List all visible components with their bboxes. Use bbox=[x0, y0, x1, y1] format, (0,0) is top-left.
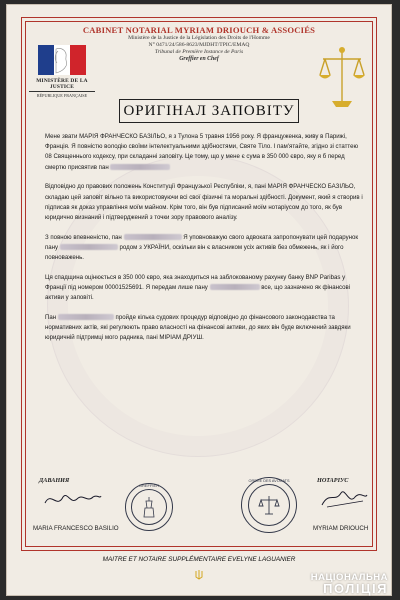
cabinet-name: CABINET NOTARIAL MYRIAM DRIOUCH & ASSOCIÉS bbox=[82, 25, 316, 35]
marianne-icon bbox=[38, 45, 86, 75]
paragraph-5-text-a: Пан bbox=[45, 313, 57, 321]
left-signature-label: ДАВАНИЯ bbox=[39, 477, 70, 484]
right-signature-icon bbox=[319, 485, 369, 511]
redacted-name bbox=[210, 284, 260, 290]
document-title bbox=[119, 99, 299, 123]
paragraph-3 bbox=[45, 233, 363, 264]
paragraph-4-text-a: Ця спадщина оцінюється в 350 000 євро, яка знаходиться на заблокованому рахунку банку BNP Paribas у Франції під номером 00001525691. Я передам лише пану bbox=[45, 273, 346, 291]
paragraph-1 bbox=[45, 132, 363, 173]
ministry-emblem bbox=[29, 45, 95, 98]
ministry-line: Ministère de la Justice de la Législation des Droits de l'Homme bbox=[128, 35, 270, 41]
redacted-name bbox=[60, 244, 118, 250]
greffier-stamp-text: GREFFIER bbox=[138, 483, 160, 488]
redacted-name bbox=[124, 234, 182, 240]
redacted-name bbox=[58, 314, 114, 320]
scales-stamp-icon bbox=[258, 494, 280, 516]
signature-area bbox=[7, 477, 391, 537]
paragraph-5-text-b: пройде кілька судових процедур відповідно до фінансового законодавства та нормативних актів, які регулюють право власності на фінансові активи, до яких він буде включений завдяки юридичній підтримці мого радника, пані МІРІАМ ДРІУШ. bbox=[45, 313, 351, 342]
reference-number: N° 0471/24/586-8623/MJDHT/TPIC/EMAQ bbox=[148, 42, 250, 48]
greffier-stamp bbox=[125, 483, 173, 531]
republic-label: RÉPUBLIQUE FRANÇAISE bbox=[29, 91, 95, 98]
document-body bbox=[45, 132, 363, 353]
avocats-stamp-text: ORDRE DES AVOCATS bbox=[248, 479, 290, 483]
trident-icon bbox=[194, 569, 204, 581]
testator-name: MARIA FRANCESCO BASILIO bbox=[33, 525, 119, 532]
paragraph-3-text-a: З повною впевненістю, пан bbox=[45, 233, 122, 241]
paragraph-2-text: Відповідно до правових положень Конституції Французької Республіки, я, пані МАРІЯ ФРАНЧЕСКО БАЗІЛЬО, складаю цей заповіт вільно та використовуючи всі свої фізичні та моральні здібності. Документ, який я створив і підписав як доказ управління моїм майном. Крім того, він був підписаний моїм нотаріусом до того, як був юридично визнаний і підтверджений з точки зору правового аналізу. bbox=[45, 183, 363, 221]
police-line-1: НАЦІОНАЛЬНА bbox=[310, 572, 388, 583]
left-signature-icon bbox=[43, 487, 103, 511]
ministry-label: MINISTÈRE DE LA JUSTICE bbox=[36, 78, 88, 90]
notary-name: MYRIAM DRIOUCH bbox=[313, 525, 369, 532]
footer-notary-line: MAITRE ET NOTAIRE SUPPLÉMENTAIRE EVELYNE LAGUANIER bbox=[102, 556, 296, 563]
police-line-2: ПОЛІЦІЯ bbox=[323, 581, 388, 596]
paragraph-3-text-c: родом з УКРАЇНИ, оскільки він є власником усіх активів без обмежень, як і його повноважень. bbox=[45, 243, 344, 262]
paragraph-2 bbox=[45, 182, 363, 223]
ordre-des-avocats-stamp bbox=[241, 477, 297, 533]
will-document bbox=[6, 4, 392, 596]
scales-of-justice-icon bbox=[317, 45, 367, 111]
paragraph-1-text: Мене звати МАРІЯ ФРАНЧЕСКО БАЗІЛЬО, я з Тулона 5 травня 1956 року. Я француженка, живу в Парижі, Франція. Я повністю володію своїми інтелектуальними здібностями, Святе Тіло. І пам'ятайте, згідно зі статтею 08 Священнього кодексу, при складанні заповіту. Це тому, що у мене є сума в 350 000 євро, яку я б перед смертю присвятив пан bbox=[45, 133, 359, 171]
paragraph-4-text-b: все, що зазначено як фінансові активи у заповіті. bbox=[45, 283, 351, 302]
tribunal-line: Tribunal de Première Instance de Paris bbox=[154, 49, 244, 55]
statue-icon bbox=[140, 496, 158, 518]
paragraph-3-text-b: Я уповноважую свого адвоката запропонувати цей подарунок пану bbox=[45, 233, 359, 251]
paragraph-5 bbox=[45, 313, 363, 344]
title-text: ОРИГІНАЛ ЗАПОВІТУ bbox=[123, 102, 295, 119]
police-watermark bbox=[311, 572, 388, 594]
redacted-name bbox=[110, 164, 170, 170]
right-signature-label: НОТАРІУС bbox=[317, 477, 349, 484]
greffier-line: Greffier en Chef bbox=[179, 56, 219, 62]
paragraph-4 bbox=[45, 273, 363, 304]
